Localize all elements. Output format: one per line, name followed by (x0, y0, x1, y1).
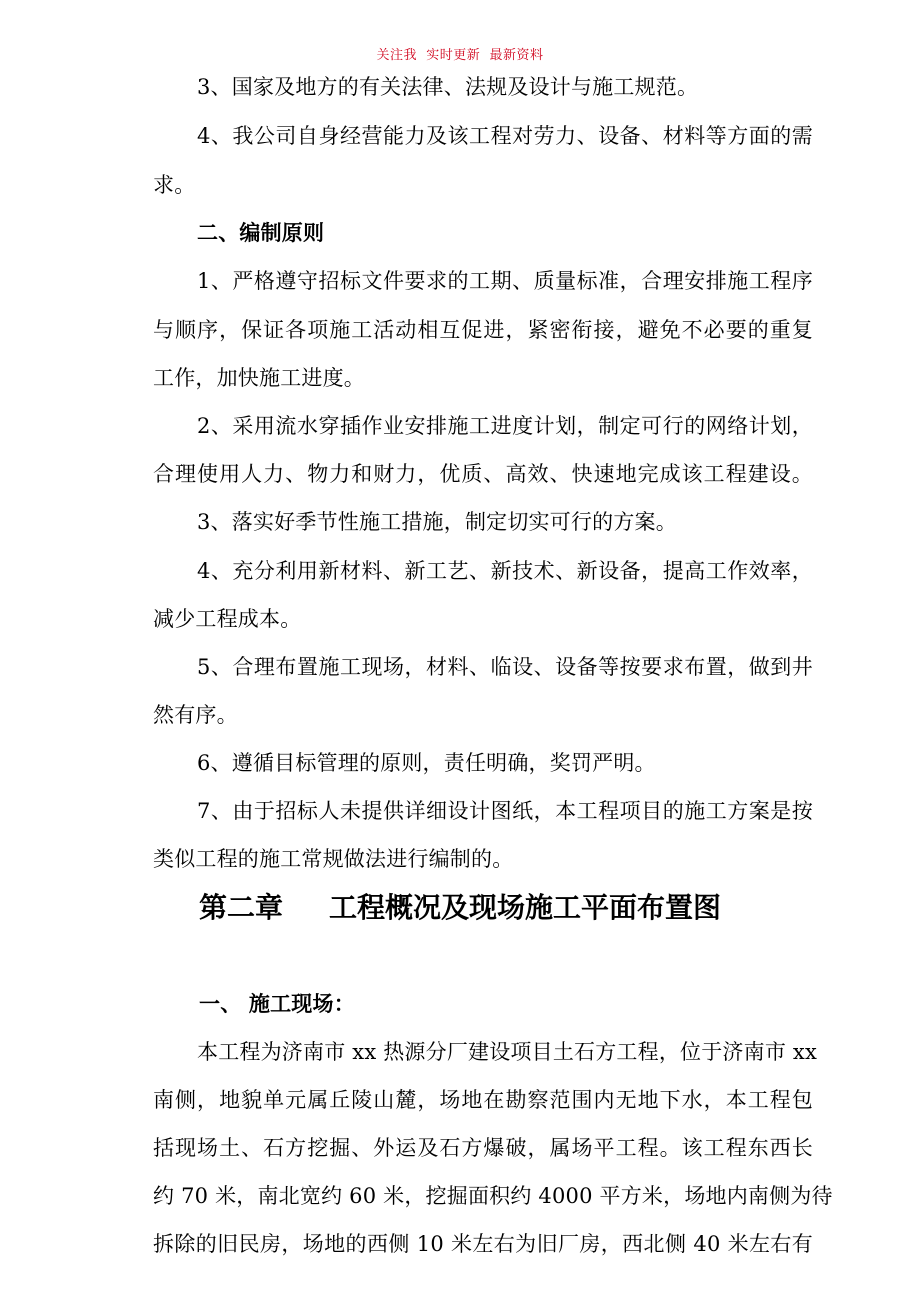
chapter-number: 第二章 (198, 891, 283, 924)
chapter-title: 工程概况及现场施工平面布置图 (329, 891, 722, 924)
basis-item-4-line1: 4、我公司自身经营能力及该工程对劳力、设备、材料等方面的需 (197, 124, 813, 148)
section-heading-site: 一、 施工现场： (199, 991, 355, 1016)
chapter-heading (0, 888, 920, 928)
site-paragraph-line2: 南侧，地貌单元属丘陵山麓，场地在勘察范围内无地下水，本工程包 (153, 1088, 813, 1112)
principle-7-line1: 7、由于招标人未提供详细设计图纸，本工程项目的施工方案是按 (197, 799, 813, 823)
header-banner: 关注我 实时更新 最新资料 (376, 48, 544, 63)
principle-4-line1: 4、充分利用新材料、新工艺、新技术、新设备，提高工作效率， (197, 559, 813, 583)
basis-item-4-line2: 求。 (153, 173, 196, 197)
principle-7-line2: 类似工程的施工常规做法进行编制的。 (153, 847, 514, 871)
principle-2-line1: 2、采用流水穿插作业安排施工进度计划，制定可行的网络计划， (197, 414, 813, 438)
principle-2-line2: 合理使用人力、物力和财力，优质、高效、快速地完成该工程建设。 (153, 462, 813, 486)
basis-item-3: 3、国家及地方的有关法律、法规及设计与施工规范。 (197, 75, 699, 99)
principle-6: 6、遵循目标管理的原则，责任明确，奖罚严明。 (197, 751, 656, 775)
site-paragraph-line1: 本工程为济南市 xx 热源分厂建设项目土石方工程，位于济南市 xx (197, 1040, 817, 1064)
section-heading-principles: 二、编制原则 (197, 220, 325, 245)
principle-4-line2: 减少工程成本。 (153, 607, 302, 631)
site-paragraph-line4: 约 70 米，南北宽约 60 米，挖掘面积约 4000 平方米，场地内南侧为待 (153, 1184, 833, 1208)
principle-5-line1: 5、合理布置施工现场，材料、临设、设备等按要求布置，做到井 (197, 655, 813, 679)
principle-1-line3: 工作，加快施工进度。 (153, 366, 365, 390)
principle-5-line2: 然有序。 (153, 703, 238, 727)
principle-1-line1: 1、严格遵守招标文件要求的工期、质量标准，合理安排施工程序 (197, 269, 813, 293)
principle-1-line2: 与顺序，保证各项施工活动相互促进，紧密衔接，避免不必要的重复 (153, 318, 813, 342)
site-paragraph-line5: 拆除的旧民房，场地的西侧 10 米左右为旧厂房，西北侧 40 米左右有 (153, 1232, 813, 1256)
principle-3: 3、落实好季节性施工措施，制定切实可行的方案。 (197, 510, 677, 534)
site-paragraph-line3: 括现场土、石方挖掘、外运及石方爆破，属场平工程。该工程东西长 (153, 1136, 813, 1160)
